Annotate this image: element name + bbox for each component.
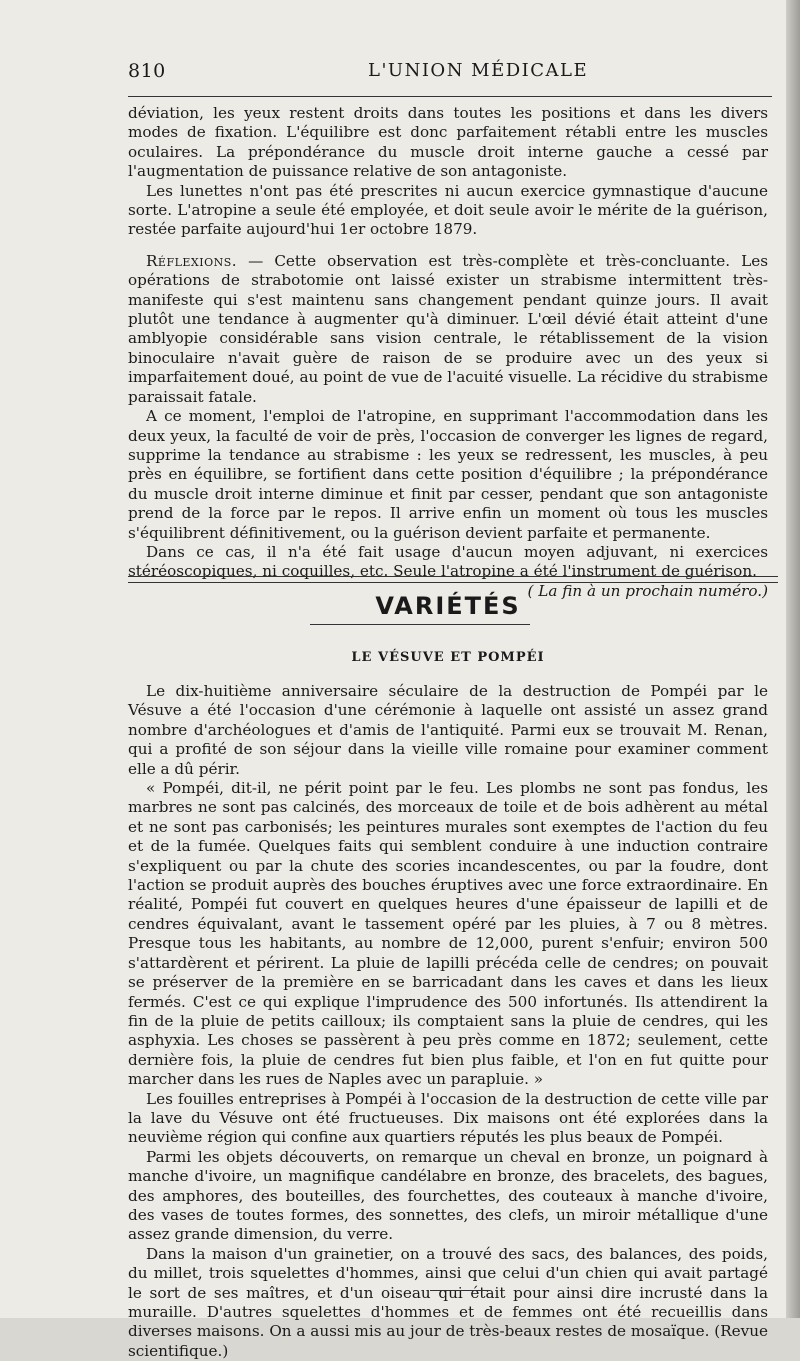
- section-title: VARIÉTÉS: [375, 592, 521, 620]
- reflexions-text: — Cette observation est très-complète et très-concluante. Les opérations de strabotomie ont laissé exister un strabisme intermittent très-manifeste qui s'est maintenu sans changement pendant quinze jours. Il avait plutôt une tendance à augmenter qu'à diminuer. L'œil dévié était atteint d'une amblyopie considérable sans vision centrale, le rétablissement de la vision binoculaire n'avait guère de raison de se produire avec un des yeux si imparfaitement doué, au point de vue de l'acuité visuelle. La récidive du strabisme paraissait fatale.: [128, 251, 768, 406]
- observation-paragraph: déviation, les yeux restent droits dans toutes les positions et dans les divers modes de fixation. L'équilibre est donc parfaitement rétabli entre les muscles oculaires. La prépondérance du muscle droit interne gauche a cessé par l'augmentation de puissance relative de son antagoniste.: [128, 104, 768, 181]
- article-title: LE VÉSUVE ET POMPÉI: [351, 650, 545, 665]
- section-underline: [310, 624, 530, 625]
- article-paragraph: Le dix-huitième anniversaire séculaire de la destruction de Pompéi par le Vésuve a été l'occasion d'une cérémonie à laquelle ont assisté un assez grand nombre d'archéologues et d'amis de l'antiquité. Parmi eux se trouvait M. Renan, qui a profité de son séjour dans la vieille ville romaine pour examiner comment elle a dû périr.: [128, 682, 768, 778]
- article-paragraph: « Pompéi, dit-il, ne périt point par le feu. Les plombs ne sont pas fondus, les marbres ne sont pas calcinés, des morceaux de toile et de bois adhèrent au métal et ne sont pas carbonisés; les peintures murales sont exemptes de l'action du feu et de la fumée. Quelques faits qui semblent conduire à une induction contraire s'expliquent ou par la chute des scories incandescentes, ou par la foudre, dont l'action se produit auprès des bouches éruptives avec une force extraordinaire. En réalité, Pompéi fut couvert en quelques heures d'une épaisseur de lapilli et de cendres équivalant, avant le tassement opéré par les pluies, à 7 ou 8 mètres. Presque tous les habitants, au nombre de 12,000, purent s'enfuir; environ 500 s'attardèrent et périrent. La pluie de lapilli précéda celle de cendres; on pouvait se préserver de la première en se barricadant dans les caves et dans les lieux fermés. C'est ce qui explique l'imprudence des 500 infortunés. Ils attendirent la fin de la pluie de petits cailloux; ils comptaient sans la pluie de cendres, qui les asphyxia. Les choses se passèrent à peu près comme en 1872; seulement, cette dernière fois, la pluie de cendres fut bien plus faible, et l'on en fut quitte pour marcher dans les rues de Naples avec un parapluie. »: [128, 779, 768, 1089]
- continuation-note: ( La fin à un prochain numéro.): [527, 581, 768, 600]
- header-rule: [128, 96, 772, 97]
- running-title: L'UNION MÉDICALE: [368, 60, 589, 81]
- observation-text: [128, 104, 768, 601]
- end-rule: [430, 1290, 490, 1291]
- page-number: 810: [128, 60, 166, 82]
- reflexions-paragraph: [128, 252, 768, 407]
- reflexions-paragraph: A ce moment, l'emploi de l'atropine, en supprimant l'accommodation dans les deux yeux, la faculté de voir de près, l'occasion de converger les lignes de regard, supprime la tendance au strabisme : les yeux se redressent, les muscles, à peu près en équilibre, se fortifient dans cette position d'équilibre ; la prépondérance du muscle droit interne diminue et finit par cesser, pendant que son antagoniste prend de la force par le repos. Il arrive enfin un moment où tous les muscles s'équilibrent définitivement, ou la guérison devient parfaite et permanente.: [128, 407, 768, 542]
- page-header: [128, 60, 760, 88]
- article-paragraph: Dans la maison d'un grainetier, on a trouvé des sacs, des balances, des poids, du millet, trois squelettes d'hommes, ainsi que celui d'un chien qui avait partagé le sort de ses maîtres, et d'un oiseau qui était pour ainsi dire incrusté dans la muraille. D'autres squelettes d'hommes et de femmes ont été recueillis dans diverses maisons. On a aussi mis au jour de très-beaux restes de mosaïque. (Revue scientifique.): [128, 1244, 768, 1360]
- section-divider: [128, 576, 778, 583]
- article-paragraph: Les fouilles entreprises à Pompéi à l'occasion de la destruction de cette ville par la lave du Vésuve ont été fructueuses. Dix maisons ont été explorées dans la neuvième région qui confine aux quartiers réputés les plus beaux de Pompéi.: [128, 1089, 768, 1147]
- article-paragraph: Parmi les objets découverts, on remarque un cheval en bronze, un poignard à manche d'ivoire, un magnifique candélabre en bronze, des bracelets, des bagues, des amphores, des bouteilles, des fourchettes, des couteaux à manche d'ivoire, des vases de toutes formes, des sonnettes, des clefs, un miroir métallique d'une assez grande dimension, du verre.: [128, 1147, 768, 1244]
- observation-paragraph: Les lunettes n'ont pas été prescrites ni aucun exercice gymnastique d'aucune sorte. L'atropine a seule été employée, et doit seule avoir le mérite de la guérison, restée parfaite aujourd'hui 1er octobre 1879.: [128, 181, 768, 239]
- reflexions-paragraph: Dans ce cas, il n'a été fait usage d'aucun moyen adjuvant, ni exercices stéréoscopiques, ni coquilles, etc. Seule l'atropine a été l'instrument de guérison.: [128, 542, 768, 581]
- article-text: [128, 682, 768, 1361]
- page-edge-shadow: [786, 0, 800, 1318]
- reflexions-label: Réflexions.: [146, 251, 238, 270]
